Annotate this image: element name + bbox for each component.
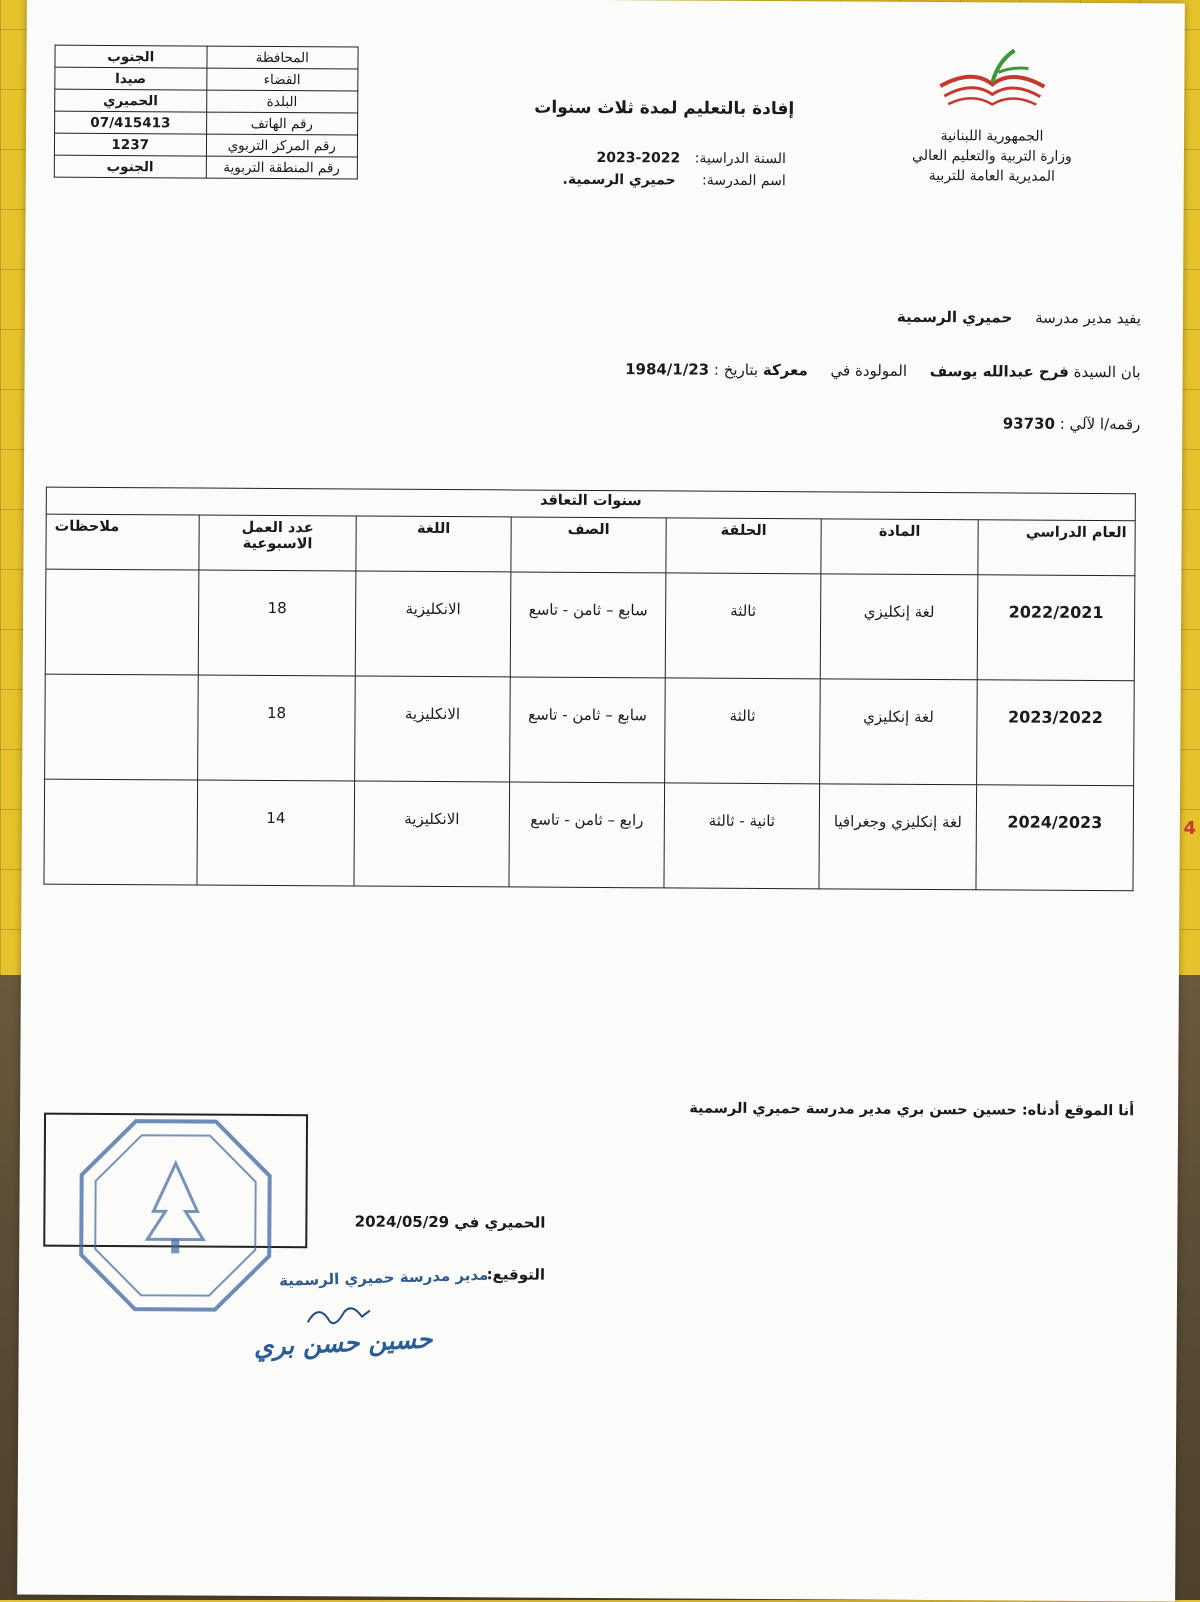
body-line-3	[1003, 414, 1141, 433]
cell-subject: لغة إنكليزي وجغرافيا	[819, 784, 977, 890]
info-label: البلدة	[206, 90, 358, 113]
cell-subject: لغة إنكليزي	[820, 574, 978, 680]
cell-language: الانكليزية	[355, 571, 511, 677]
col-header-year: العام الدراسي	[978, 520, 1135, 576]
school-name-value: حميري الرسمية.	[562, 171, 676, 189]
col-header-subject: المادة	[821, 519, 978, 575]
cell-hours: 14	[197, 780, 355, 886]
signature-label: التوقيع:	[486, 1265, 546, 1284]
col-header-notes: ملاحظات	[46, 514, 199, 570]
academic-year-value: 2022-2023	[596, 149, 681, 167]
info-label: رقم المركز التربوي	[206, 134, 358, 157]
cell-cycle: ثانية - ثالثة	[664, 783, 820, 889]
school-name-line	[563, 172, 786, 189]
info-value: صيدا	[55, 67, 207, 90]
info-row	[54, 133, 357, 157]
col-header-grade: الصف	[511, 517, 666, 573]
id-number-value: 93730	[1002, 414, 1055, 433]
cell-grade: رابع – ثامن - تاسع	[509, 782, 665, 888]
body-line-1	[897, 308, 1141, 327]
cell-grade: سابع – ثامن - تاسع	[510, 572, 666, 678]
info-row	[55, 89, 358, 113]
birth-place: معركة	[762, 360, 808, 380]
body-line-2	[625, 360, 1141, 381]
cell-notes	[45, 569, 199, 675]
info-value: 1237	[54, 133, 206, 156]
birth-date-label: بتاريخ :	[713, 360, 759, 379]
info-table	[54, 45, 359, 180]
born-label: المولودة في	[830, 361, 908, 380]
col-header-cycle: الحلقة	[666, 518, 821, 574]
cell-hours: 18	[198, 675, 356, 781]
info-label: رقم الهاتف	[206, 112, 358, 135]
ministry-line-1: الجمهورية اللبنانية	[940, 128, 1044, 145]
table-row	[45, 674, 1135, 786]
info-row	[55, 45, 358, 69]
cell-cycle: ثالثة	[665, 678, 821, 784]
cell-notes	[45, 674, 199, 780]
document-page	[17, 0, 1185, 1602]
info-row	[55, 111, 358, 135]
body-line-2-prefix: بان السيدة	[1073, 362, 1141, 382]
ministry-header	[872, 46, 1113, 187]
cell-year: 2024/2023	[976, 785, 1134, 891]
cell-cycle: ثالثة	[665, 573, 821, 679]
school-name-label: اسم المدرسة:	[702, 172, 786, 190]
info-value: الحميري	[55, 89, 207, 112]
cell-subject: لغة إنكليزي	[820, 679, 978, 785]
info-value: الجنوب	[54, 155, 206, 178]
info-row	[55, 67, 358, 91]
ministry-line-3: المديرية العامة للتربية	[928, 167, 1055, 185]
issue-date: الحميري في 2024/05/29	[354, 1212, 546, 1232]
table-row	[44, 779, 1134, 891]
info-label: رقم المنطقة التربوية	[206, 156, 358, 179]
principal-title: مدير مدرسة حميري الرسمية	[278, 1265, 489, 1290]
school-stamp-icon	[75, 1115, 276, 1316]
academic-year-line	[596, 150, 785, 167]
info-value: الجنوب	[55, 45, 207, 68]
info-label: القضاء	[206, 68, 358, 91]
cell-hours: 18	[198, 570, 356, 676]
ministry-line-2: وزارة التربية والتعليم العالي	[911, 147, 1072, 165]
cell-year: 2023/2022	[977, 680, 1135, 786]
cell-notes	[44, 779, 198, 885]
col-header-language: اللغة	[356, 516, 511, 572]
side-digit: 4	[1183, 818, 1196, 839]
body-line-1-prefix: يفيد مدير مدرسة	[1035, 308, 1142, 328]
person-name: فرح عبدالله يوسف	[929, 362, 1069, 381]
handwritten-signature: حسين حسن بري	[253, 1324, 434, 1362]
col-header-hours: عدد العمل الاسبوعية	[199, 515, 356, 571]
cell-grade: سابع – ثامن - تاسع	[510, 677, 666, 783]
contract-years-table	[43, 487, 1135, 892]
signer-statement: أنا الموقع أدناه: حسين حسن بري مدير مدرسة حميري الرسمية	[689, 1100, 1135, 1120]
info-row	[54, 155, 357, 179]
body-school-name: حميري الرسمية	[896, 307, 1013, 327]
info-value: 07/415413	[55, 111, 207, 134]
document-title: إفادة بالتعليم لمدة ثلاث سنوات	[534, 97, 795, 120]
id-number-label: رقمه/ا لآلي :	[1059, 414, 1141, 434]
cell-language: الانكليزية	[355, 676, 511, 782]
table-caption: سنوات التعاقد	[46, 487, 1135, 521]
ministry-logo-icon	[932, 46, 1052, 117]
cell-language: الانكليزية	[354, 781, 510, 887]
cell-year: 2022/2021	[977, 575, 1135, 681]
table-row	[45, 569, 1135, 681]
academic-year-label: السنة الدراسية:	[694, 150, 786, 168]
birth-date: 1984/1/23	[625, 360, 710, 379]
info-label: المحافظة	[206, 46, 358, 69]
